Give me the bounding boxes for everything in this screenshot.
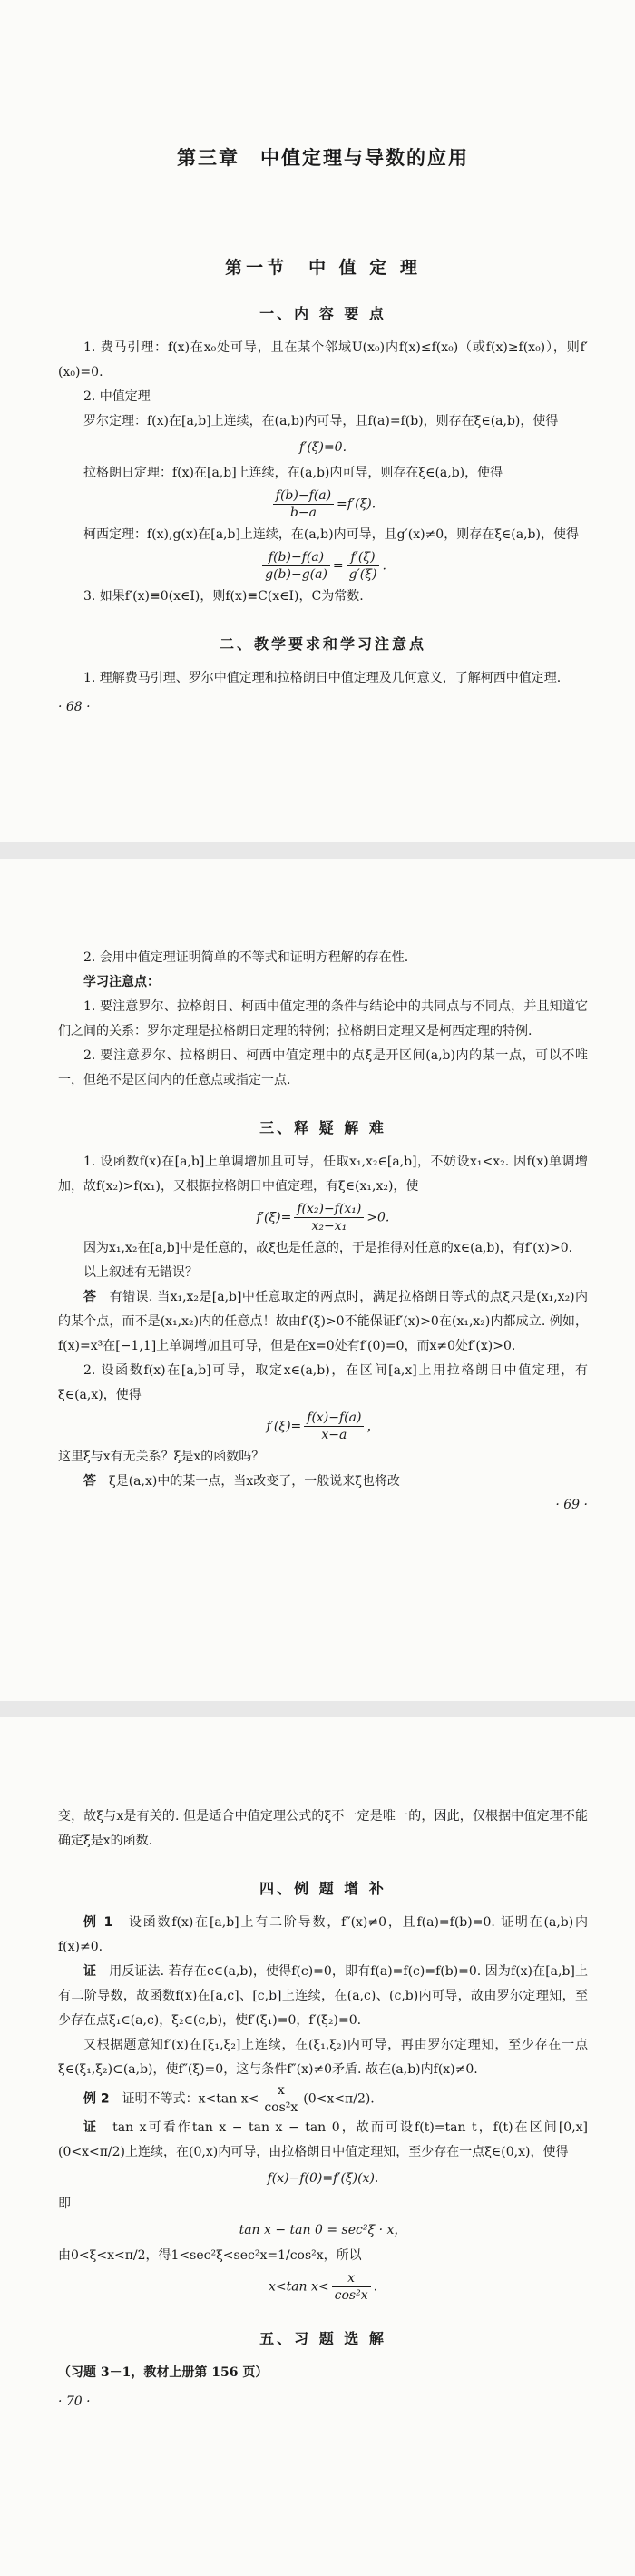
proof-label: 证 [83,1964,97,1979]
formula-rhs: ， [366,1419,380,1434]
paragraph: 1. 费马引理：f(x)在x₀处可导，且在某个邻域U(x₀)内f(x)≤f(x₀)（或f(x)≥f(x₀)），则f′(x₀)=0. [58,340,588,379]
fraction [262,549,330,583]
answer-text: 有错误. 当x₁,x₂是[a,b]中任意取定的两点时，满足拉格朗日等式的点ξ只是(x₁,x₂)内的某个点，而不是(x₁,x₂)内的任意点！故由f′(ξ)>0不能保证f′(x)>0在(x₁,x₂)内都成立. 例如，f(x)=x³在[−1,1]上单调增加且可导，但是在x=0处有f′(0)=0，而x≠0处f′(x)>0. [58,1290,589,1353]
formula-lagrange-tan: f(x)−f(0)=f′(ξ)(x). [267,2171,379,2186]
paragraph: 1. 理解费马引理、罗尔中值定理和拉格朗日中值定理及几何意义，了解柯西中值定理. [83,671,562,685]
paragraph: 1. 要注意罗尔、拉格朗日、柯西中值定理的条件与结论中的共同点与不同点，并且知道它们之间的关系：罗尔定理是拉格朗日定理的特例；拉格朗日定理又是柯西定理的特例. [58,999,588,1038]
heading-clarification: 三、释 疑 解 难 [259,1119,386,1136]
paragraph: 这里ξ与x有无关系？ξ是x的函数吗？ [58,1450,265,1464]
formula-lhs: x<tan x< [268,2279,329,2295]
paragraph: 2. 会用中值定理证明简单的不等式和证明方程解的存在性. [83,950,409,965]
example-text: 设函数f(x)在[a,b]上有二阶导数，f″(x)≠0，且f(a)=f(b)=0. 证明在(a,b)内f(x)≠0. [58,1915,589,1954]
formula-lhs: f′(ξ)= [266,1419,302,1434]
formula-rhs: =f′(ξ). [337,497,376,512]
example-paragraph [58,1911,588,1960]
paragraph: 3. 如果f′(x)≡0(x∈I)，则f(x)≡C(x∈I)，C为常数. [83,589,364,604]
denominator: cos²x [334,2288,368,2303]
formula-cauchy [58,549,588,583]
heading-extra-examples: 四、例 题 增 补 [259,1880,386,1897]
paragraph: 2. 设函数f(x)在[a,b]可导，取定x∈(a,b)，在区间[a,x]上用拉格朗日中值定理，有ξ∈(a,x)，使得 [58,1363,588,1402]
answer-paragraph [58,1285,588,1359]
paragraph: 2. 中值定理 [83,389,151,404]
formula-mvt-interval [58,1410,588,1443]
paragraph: 变，故ξ与x是有关的. 但是适合中值定理公式的ξ不一定是唯一的，因此，仅根据中值定理不能确定ξ是x的函数. [58,1809,588,1848]
fraction [347,549,380,583]
paragraph: 罗尔定理：f(x)在[a,b]上连续，在(a,b)内可导，且f(a)=f(b)，则存在ξ∈(a,b)，使得 [83,414,559,428]
page-number: · 70 · [58,2394,91,2409]
example-text: 证明不等式：x<tan x< [122,2091,259,2107]
formula-end: . [382,558,386,574]
formula-lhs: f′(ξ)= [256,1210,292,1225]
numerator: f(b)−f(a) [262,549,330,566]
numerator: x [332,2270,371,2287]
book-page-69 [0,859,635,1701]
page-number: · 68 · [58,700,91,714]
fraction [273,487,334,521]
fraction [294,1201,364,1234]
proof-label: 证 [83,2120,99,2135]
answer-label: 答 [83,1290,97,1304]
example-label: 例 2 [83,2091,110,2107]
book-page-68 [0,0,635,842]
denominator: x₂−x₁ [311,1219,347,1234]
formula-lagrange [58,487,588,521]
top-margin [58,859,588,946]
fraction [332,2270,371,2304]
numerator: x [261,2082,300,2099]
example-label: 例 1 [83,1915,113,1930]
denominator: g(b)−g(a) [265,567,327,582]
paragraph-heading: 学习注意点： [83,975,160,989]
numerator: f(b)−f(a) [273,487,334,505]
numerator: f′(ξ) [347,549,380,566]
example-paragraph [58,2082,588,2116]
proof-text: 用反证法. 若存在c∈(a,b)，使得f(c)=0，即有f(a)=f(c)=f(b)=0. 因为f(x)在[a,b]上有二阶导数，故函数f(x)在[a,c]、[c,b]上连续，在(a,c)、(c,b)内可导，故由罗尔定理知，至少存在点ξ₁∈(a,c)，ξ₂∈(c,b)，使f′(ξ₁)=0，f′(ξ₂)=0. [58,1964,589,2028]
example-text: (0<x<π/2). [303,2091,375,2107]
formula-rolle: f′(ξ)=0. [298,440,347,455]
answer-paragraph [58,1470,588,1494]
formula-end: . [373,2279,378,2295]
paragraph: 又根据题意知f′(x)在[ξ₁,ξ₂]上连续，在(ξ₁,ξ₂)内可导，再由罗尔定理知，至少存在一点ξ∈(ξ₁,ξ₂)⊂(a,b)，使f″(ξ)=0，这与条件f″(x)≠0矛盾. 故在(a,b)内f(x)≠0. [58,2038,588,2077]
formula-mvt-derivative [58,1201,588,1234]
chapter-title: 第三章 中值定理与导数的应用 [177,147,469,169]
equals-sign: = [332,558,344,574]
formula-rhs: >0. [366,1210,390,1225]
book-page-70 [0,1717,635,2576]
heading-teaching-requirements: 二、教学要求和学习注意点 [219,635,426,653]
formula-inequality [58,2270,588,2304]
heading-exercise-solutions: 五、习 题 选 解 [259,2330,386,2347]
fraction [261,2082,300,2116]
paragraph: 由0<ξ<x<π/2，得1<sec²ξ<sec²x=1/cos²x，所以 [58,2248,362,2263]
denominator: g′(ξ) [348,567,377,582]
proof-paragraph [58,1960,588,2033]
page-number: · 69 · [555,1498,588,1512]
paragraph: 拉格朗日定理：f(x)在[a,b]上连续，在(a,b)内可导，则存在ξ∈(a,b)，使得 [83,466,503,480]
section-title: 第一节 中 值 定 理 [225,258,421,278]
paragraph: 以上叙述有无错误？ [83,1265,198,1280]
denominator: cos²x [264,2100,298,2115]
paragraph: 2. 要注意罗尔、拉格朗日、柯西中值定理中的点ξ是开区间(a,b)内的某一点，可以不唯一，但绝不是区间内的任意点或指定一点. [58,1048,588,1087]
numerator: f(x₂)−f(x₁) [294,1201,364,1218]
paragraph: 柯西定理：f(x),g(x)在[a,b]上连续，在(a,b)内可导，且g′(x)≠0，则存在ξ∈(a,b)，使得 [83,527,579,542]
paragraph: 1. 设函数f(x)在[a,b]上单调增加且可导，任取x₁,x₂∈[a,b]，不妨设x₁<x₂. 因f(x)单调增加，故f(x₂)>f(x₁)，又根据拉格朗日中值定理，有ξ∈(x₁,x₂)，使 [58,1155,588,1194]
denominator: x−a [321,1428,347,1442]
exercise-reference: （习题 3－1，教材上册第 156 页） [58,2365,269,2380]
heading-content-points: 一、内 容 要 点 [259,305,386,322]
paragraph: 即 [58,2197,71,2211]
fraction [304,1410,364,1443]
denominator: b−a [289,506,317,520]
paragraph: 因为x₁,x₂在[a,b]中是任意的，故ξ也是任意的，于是推得对任意的x∈(a,b)，有f′(x)>0. [83,1241,573,1255]
proof-text: tan x可看作tan x − tan x − tan 0，故而可设f(t)=tan t，f(t)在区间[0,x](0<x<π/2)上连续，在(0,x)内可导，由拉格朗日中值定理知，至少存在一点ξ∈(0,x)，使得 [58,2120,588,2159]
answer-text: ξ是(a,x)中的某一点，当x改变了，一般说来ξ也将改 [109,1474,400,1489]
formula-tan-sec: tan x − tan 0 = sec²ξ · x， [239,2223,407,2237]
answer-label: 答 [83,1474,96,1489]
top-margin [58,1717,588,1804]
numerator: f(x)−f(a) [304,1410,364,1427]
proof-paragraph [58,2116,588,2165]
